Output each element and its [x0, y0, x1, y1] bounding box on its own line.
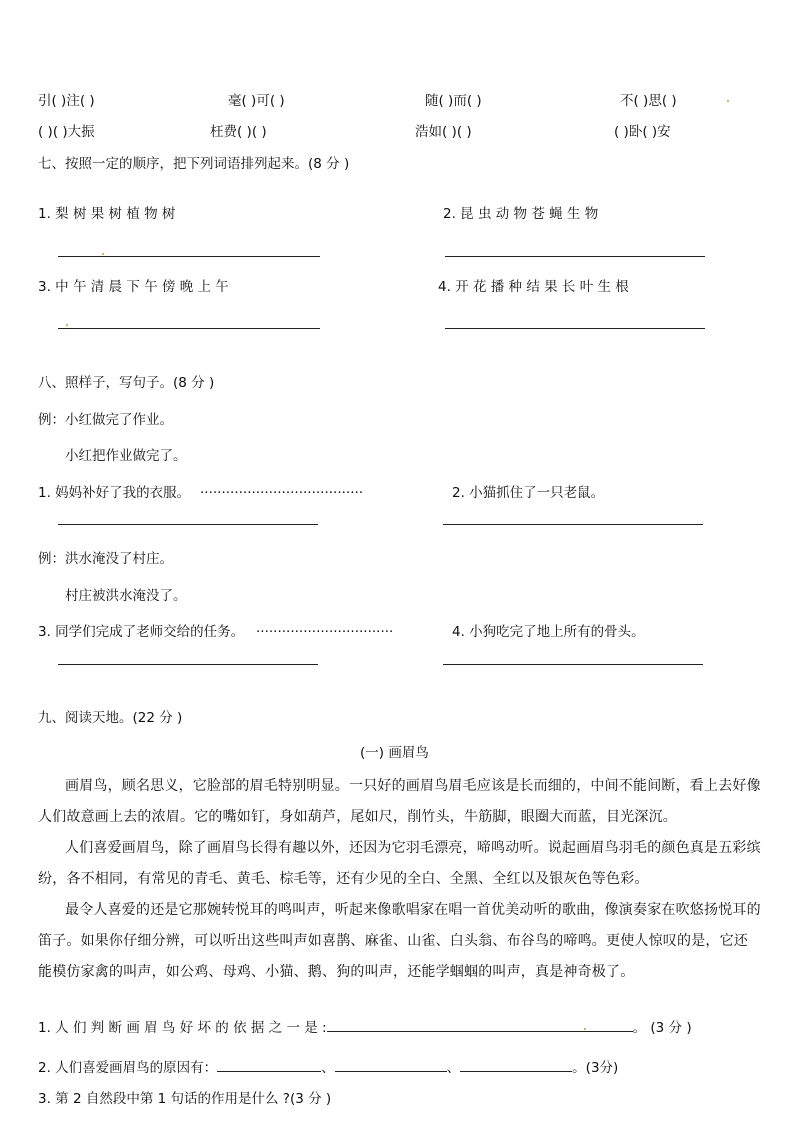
stray-dot: [727, 100, 729, 102]
answer-line-8-4[interactable]: [443, 664, 703, 665]
passage-title: (一) 画眉鸟: [360, 745, 429, 761]
answer-line-8-2[interactable]: [443, 524, 703, 525]
ordering-item-4: 4. 开 花 播 种 结 果 长 叶 生 根: [438, 279, 629, 295]
stray-dot: [66, 324, 68, 326]
reading-q1-text: 1. 人 们 判 断 画 眉 鸟 好 坏 的 依 据 之 一 是 :: [38, 1020, 327, 1036]
section-7-heading: 七、按照一定的顺序，把下列词语排列起来。(8 分 ): [38, 156, 350, 172]
ordering-item-3: 3. 中 午 清 晨 下 午 傍 晚 上 午: [38, 279, 229, 295]
answer-line-7-3[interactable]: [58, 328, 320, 329]
ordering-item-1: 1. 梨 树 果 树 植 物 树: [38, 206, 176, 222]
answer-line-7-1[interactable]: [58, 256, 320, 257]
idiom-2: 毫( )可( ): [228, 93, 285, 109]
idiom-6: 枉费( )( ): [210, 124, 267, 140]
reading-q2-text: 2. 人们喜爱画眉鸟的原因有：: [38, 1060, 218, 1076]
answer-line-7-2[interactable]: [445, 256, 705, 257]
reading-q2-sep: 、: [321, 1060, 335, 1076]
ordering-item-2: 2. 昆 虫 动 物 苍 蝇 生 物: [443, 206, 599, 222]
reading-q2-blank-3[interactable]: [460, 1057, 572, 1072]
reading-q1: [38, 1016, 692, 1036]
idiom-1: 引( )注( ): [38, 93, 95, 109]
idiom-3: 随( )而( ): [425, 93, 482, 109]
answer-line-8-1[interactable]: [58, 524, 318, 525]
reading-q2-blank-2[interactable]: [335, 1057, 447, 1072]
rewrite-q3: 3. 同学们完成了老师交给的任务。: [38, 624, 245, 640]
answer-line-7-4[interactable]: [445, 328, 705, 329]
reading-q2: [38, 1056, 618, 1076]
reading-q2-end: 。(3分): [572, 1060, 619, 1076]
example-1: 例：小红做完了作业。: [38, 412, 173, 428]
example-1-answer: 小红把作业做完了。: [65, 448, 187, 464]
idiom-4: 不( )思( ): [620, 93, 677, 109]
answer-line-8-3[interactable]: [58, 664, 318, 665]
rewrite-q2: 2. 小猫抓住了一只老鼠。: [452, 485, 605, 501]
reading-q2-sep: 、: [446, 1060, 461, 1076]
stray-dot: [584, 1028, 586, 1030]
reading-q1-end: 。 (3 分 ): [632, 1020, 692, 1036]
example-2: 例：洪水淹没了村庄。: [38, 551, 173, 567]
section-8-heading: 八、照样子，写句子。(8 分 ): [38, 375, 215, 391]
passage-paragraph-3: 最令人喜爱的还是它那婉转悦耳的鸣叫声，听起来像歌唱家在唱一首优美动听的歌曲，像演奏家在吹悠扬悦耳的笛子。如果你仔细分辨，可以听出这些叫声如喜鹊、麻雀、山雀、白头翁、布谷鸟的啼鸣。更使人惊叹的是，它还能模仿家禽的叫声，如公鸡、母鸡、小猫、鹅、狗的叫声，还能学蝈蝈的叫声，真是神奇极了。: [38, 902, 761, 980]
section-9-heading: 九、阅读天地。(22 分 ): [38, 710, 183, 726]
stray-dot: [102, 253, 104, 255]
rewrite-q1: 1. 妈妈补好了我的衣服。: [38, 485, 191, 501]
dot-leader: ................................: [256, 620, 394, 636]
reading-q3: 3. 第 2 自然段中第 1 句话的作用是什么 ?(3 分 ): [38, 1091, 332, 1107]
idiom-8: ( )卧( )安: [614, 124, 671, 140]
dot-leader: ......................................: [200, 481, 364, 497]
passage-paragraph-2: 人们喜爱画眉鸟，除了画眉鸟长得有趣以外，还因为它羽毛漂亮，啼鸣动听。说起画眉鸟羽毛的颜色真是五彩缤纷，各不相同，有常见的青毛、黄毛、棕毛等，还有少见的全白、全黑、全红以及银灰色等色彩。: [38, 840, 761, 887]
idiom-7: 浩如( )( ): [415, 124, 472, 140]
rewrite-q4: 4. 小狗吃完了地上所有的骨头。: [452, 624, 645, 640]
idiom-5: ( )( )大振: [38, 124, 95, 140]
example-2-answer: 村庄被洪水淹没了。: [65, 588, 187, 604]
passage-paragraph-1: 画眉鸟，顾名思义，它脸部的眉毛特别明显。一只好的画眉鸟眉毛应该是长而细的，中间不能间断，看上去好像人们故意画上去的浓眉。它的嘴如钉，身如葫芦，尾如尺，削竹头，牛筋脚，眼圈大而蓝，目光深沉。: [38, 778, 761, 825]
reading-q2-blank-1[interactable]: [217, 1057, 321, 1072]
reading-q1-blank[interactable]: [327, 1017, 633, 1032]
